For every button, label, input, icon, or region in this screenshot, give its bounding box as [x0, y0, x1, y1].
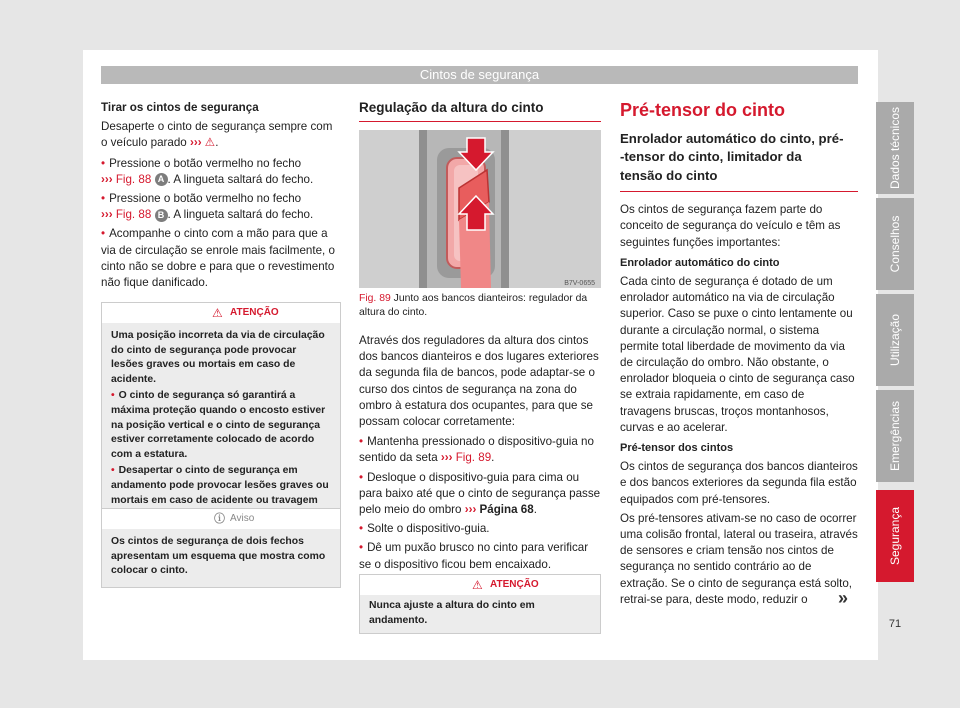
subheading: Enrolador automático do cinto — [620, 256, 780, 269]
note-box — [101, 508, 341, 588]
subheading: Pré-tensor dos cintos — [620, 442, 734, 455]
warning-triangle-icon: ⚠ — [472, 578, 483, 592]
warning-header: ⚠ ATENÇÃO — [102, 303, 340, 323]
tab-conselhos[interactable]: Conselhos — [876, 198, 914, 290]
warning-header: ⚠ ATENÇÃO — [360, 575, 600, 595]
warning-body: Uma posição incorreta da via de circulação do cinto de segurança pode provocar lesões graves ou mortais em caso de acidente. • O cinto de segurança só garantirá a máxima proteção quando o encosto estiver na posição vertical e o cinto de segurança estiver corretamente colocado de acordo com a estatura. • Desapertar o cinto de segurança em andamento pode provocar lesões graves ou mortais em caso de acidente ou travagem — [102, 323, 340, 531]
warning-box — [359, 574, 601, 634]
warning-box — [101, 302, 341, 532]
belt-height-adjuster-illustration — [359, 130, 601, 288]
section-heading: Regulação da altura do cinto — [359, 100, 544, 115]
warning-triangle-icon: ⚠ — [204, 136, 216, 150]
tab-dados-tecnicos[interactable]: Dados técnicos — [876, 102, 914, 194]
section-heading: Tirar os cintos de segurança — [101, 101, 259, 114]
bullet-item: • Desloque o dispositivo-guia para cima ou para baixo até que o cinto de segurança passe pelo meio do ombro ››› Página 68. — [359, 470, 601, 519]
fig-link[interactable]: Fig. 88 — [115, 172, 152, 186]
intro-text: Desaperte o cinto de segurança sempre com o veículo parado ››› ⚠. — [101, 120, 333, 150]
figure-89 — [359, 130, 601, 288]
warning-triangle-icon: ⚠ — [212, 306, 223, 320]
bullet-item: • Pressione o botão vermelho no fecho ››› Fig. 88 A . A lingueta saltará do fecho. — [101, 156, 341, 188]
page-header: Cintos de segurança — [101, 66, 858, 84]
note-header: ⓘ Aviso — [102, 509, 340, 529]
column-1 — [101, 100, 341, 294]
body-paragraph: Os pré-tensores ativam-se no caso de ocorrer uma colisão frontal, lateral ou traseira, através de sensores e criam tensão nos cintos de segurança no sentido contrário ao de extração. Se o cinto de segurança está solto, retrai-se para, deste modo, reduzir o — [620, 511, 858, 606]
bullet-item: • Mantenha pressionado o dispositivo-guia no sentido da seta ››› Fig. 89. — [359, 434, 601, 466]
chapter-title: Pré-tensor do cinto — [620, 100, 786, 120]
fig-link[interactable]: Fig. 89 — [455, 451, 492, 465]
fig-link[interactable]: Fig. 88 — [115, 208, 152, 222]
note-body: Os cintos de segurança de dois fechos apresentam um esquema que mostra como colocar o cinto. — [111, 536, 326, 577]
chapter-subtitle: Enrolador automático do cinto, pré--tensor do cinto, limitador da tensão do cinto — [620, 131, 844, 183]
svg-text:B7V-0655: B7V-0655 — [564, 280, 595, 287]
body-paragraph: Cada cinto de segurança é dotado de um enrolador automático na via de circulação superior. Caso se puxe o cinto lentamente ou durante a circulação normal, o sistema permite total liberdade de movimento da via de circulação do ombro. Não obstante, o enrolador bloqueia o cinto de segurança caso se extraia rapidamente, em caso de travagens bruscas, troços montanhosos, curvas e ao acelerar. — [620, 275, 855, 434]
continue-icon: » — [838, 588, 849, 608]
callout-badge: B — [155, 209, 168, 222]
tab-seguranca[interactable]: Segurança — [876, 490, 914, 582]
page-link[interactable]: Página 68 — [479, 503, 534, 517]
tab-utilizacao[interactable]: Utilização — [876, 294, 914, 386]
bullet-item: • Dê um puxão brusco no cinto para verificar se o dispositivo ficou bem encaixado. — [359, 540, 601, 572]
body-paragraph: Os cintos de segurança dos bancos dianteiros e dos bancos exteriores da segunda fila estão equipados com pré-tensores. — [620, 460, 858, 506]
column-2 — [359, 100, 601, 122]
bullet-item: • Acompanhe o cinto com a mão para que a via de circulação se enrole mais facilmente, o cinto não se dobre e para que o revestimento não fique danificado. — [101, 226, 341, 291]
callout-badge: A — [155, 173, 168, 186]
body-paragraph: Os cintos de segurança fazem parte do conceito de segurança do veículo e têm as seguintes funções importantes: — [620, 203, 841, 249]
info-icon: ⓘ — [214, 513, 225, 525]
bullet-item: • Pressione o botão vermelho no fecho ››› Fig. 88 B . A lingueta saltará do fecho. — [101, 191, 341, 223]
column-2-body — [359, 333, 601, 576]
tab-emergencias[interactable]: Emergências — [876, 390, 914, 482]
warning-body: Nunca ajuste a altura do cinto em andamento. — [369, 600, 535, 626]
page-number: 71 — [888, 618, 902, 630]
bullet-item: • Solte o dispositivo-guia. — [359, 521, 601, 537]
body-paragraph: Através dos reguladores da altura dos cintos dos bancos dianteiros e dos lugares exteriores da segunda fila de bancos, pode adaptar-se o curso dos cintos de segurança na zona do ombro à estatura dos ocupantes, para que se possam colocar corretamente: — [359, 334, 599, 429]
figure-caption: Fig. 89 Junto aos bancos dianteiros: regulador da altura do cinto. — [359, 293, 588, 318]
column-3 — [620, 98, 858, 611]
